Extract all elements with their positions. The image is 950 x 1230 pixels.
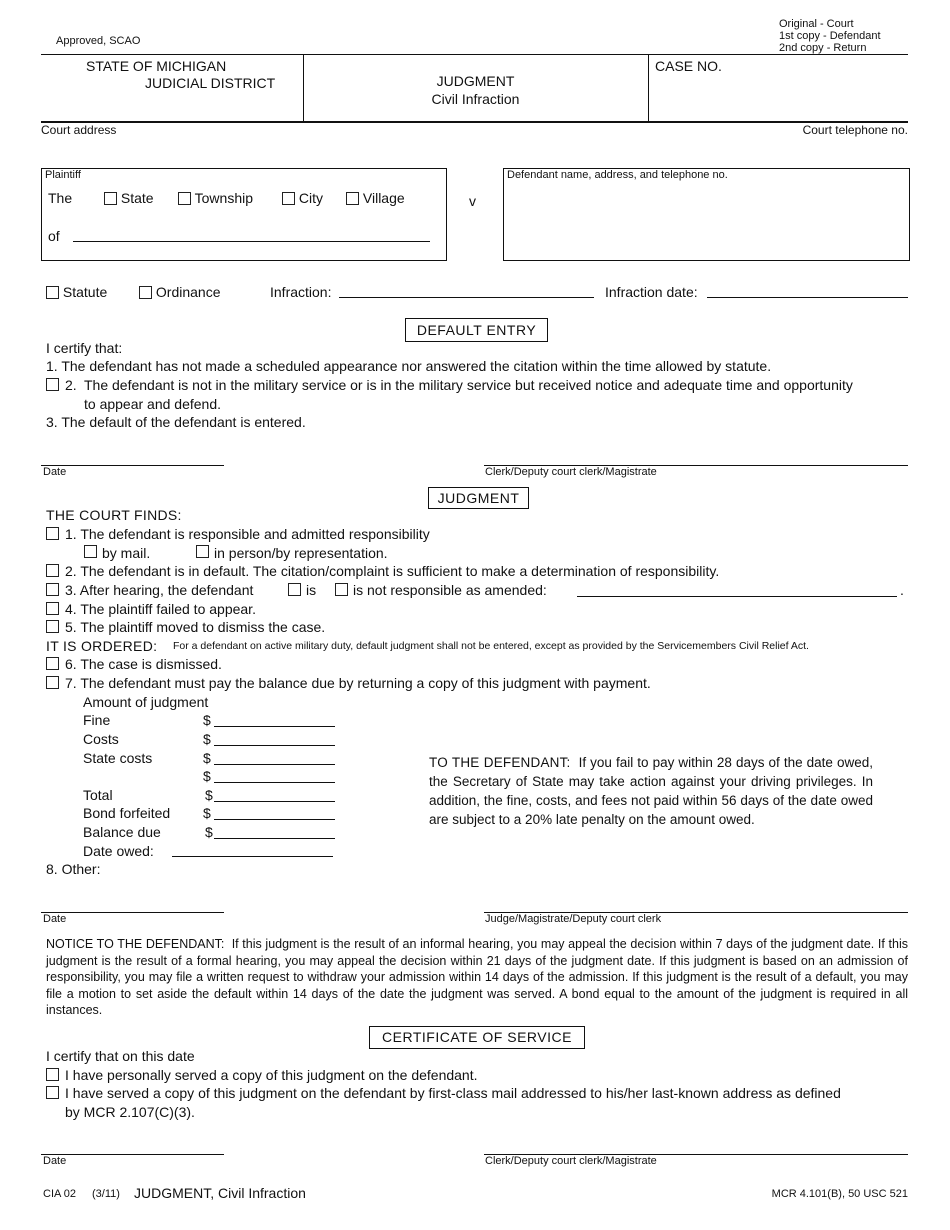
amount-balance-dollar: $: [205, 824, 213, 840]
infraction-label: Infraction:: [270, 284, 332, 300]
form-subtitle: Civil Infraction: [431, 91, 520, 107]
default-item-2-checkbox[interactable]: [46, 378, 59, 391]
certificate-date-line[interactable]: [41, 1154, 224, 1155]
personal-service-text: I have personally served a copy of this judgment on the defendant.: [65, 1067, 478, 1083]
village-checkbox[interactable]: [346, 192, 359, 205]
infraction-field[interactable]: [339, 297, 594, 298]
amount-heading: Amount of judgment: [83, 694, 209, 710]
plaintiff-state-option[interactable]: [104, 190, 154, 206]
amount-state-costs-label: State costs: [83, 750, 153, 766]
court-address-label: Court address: [41, 123, 117, 137]
certificate-date-label: Date: [43, 1155, 67, 1167]
default-date-line[interactable]: [41, 465, 224, 466]
notice-paragraph: [46, 936, 908, 1019]
plaintiff-township-option[interactable]: [178, 190, 253, 206]
finding-2-checkbox[interactable]: [46, 564, 59, 577]
ordinance-checkbox[interactable]: [139, 286, 152, 299]
default-clerk-label: Clerk/Deputy court clerk/Magistrate: [485, 466, 657, 478]
default-certify: I certify that:: [46, 340, 123, 356]
finding-2-text: 2. The defendant is in default. The citation/complaint is sufficient to make a determination of responsibility.: [65, 563, 720, 579]
amount-state-costs-dollar: $: [203, 750, 211, 766]
ordinance-label: Ordinance: [155, 284, 221, 300]
amount-total-label: Total: [83, 787, 113, 803]
personal-service-checkbox[interactable]: [46, 1068, 59, 1081]
mail-service-line1: I have served a copy of this judgment on the defendant by first-class mail addressed to his/her last-known address as defined: [65, 1085, 841, 1101]
date-owed-field[interactable]: [172, 856, 333, 857]
date-owed-label: Date owed:: [83, 843, 154, 859]
is-not-responsible-checkbox[interactable]: [335, 583, 348, 596]
finding-1-text: 1. The defendant is responsible and admitted responsibility: [65, 526, 430, 542]
plaintiff-village-option[interactable]: [346, 190, 405, 206]
finding-1-checkbox[interactable]: [46, 527, 59, 540]
notice-heading: NOTICE TO THE DEFENDANT:: [46, 937, 225, 951]
default-item-2-line2: to appear and defend.: [84, 396, 222, 412]
copy-original: Original - Court: [779, 18, 854, 30]
footer-reference: MCR 4.101(B), 50 USC 521: [771, 1188, 908, 1200]
footer-revision: (3/11): [92, 1188, 120, 1200]
township-checkbox-label: Township: [194, 190, 254, 206]
amount-total-dollar: $: [205, 787, 213, 803]
is-not-responsible-label: is not responsible as amended:: [353, 582, 547, 598]
amended-field[interactable]: [577, 596, 897, 597]
to-defendant-heading: TO THE DEFENDANT:: [429, 755, 571, 770]
amount-costs-field[interactable]: [214, 745, 335, 746]
finding-3-text: 3. After hearing, the defendant: [65, 582, 254, 598]
finding-5-checkbox[interactable]: [46, 620, 59, 633]
city-checkbox-label: City: [298, 190, 324, 206]
mail-service-checkbox[interactable]: [46, 1086, 59, 1099]
amount-costs-dollar: $: [203, 731, 211, 747]
case-no-label: CASE NO.: [655, 58, 722, 74]
judgment-heading: JUDGMENT: [428, 487, 529, 509]
amount-blank-field[interactable]: [214, 782, 335, 783]
order-6-text: 6. The case is dismissed.: [65, 656, 222, 672]
statute-option[interactable]: [46, 284, 107, 300]
amount-bond-label: Bond forfeited: [83, 805, 171, 821]
order-8-text: 8. Other:: [46, 861, 101, 877]
finding-3-checkbox[interactable]: [46, 583, 59, 596]
finding-5-text: 5. The plaintiff moved to dismiss the case.: [65, 619, 326, 635]
judge-signature-label: Judge/Magistrate/Deputy court clerk: [485, 913, 662, 925]
footer-title: JUDGMENT, Civil Infraction: [134, 1185, 306, 1201]
amount-state-costs-field[interactable]: [214, 764, 335, 765]
versus-label: v: [469, 193, 476, 209]
amount-bond-field[interactable]: [214, 819, 335, 820]
order-7-text: 7. The defendant must pay the balance due by returning a copy of this judgment with payment.: [65, 675, 651, 691]
in-person-label: in person/by representation.: [214, 545, 388, 561]
infraction-date-label: Infraction date:: [605, 284, 698, 300]
footer-form-number: CIA 02: [43, 1188, 77, 1200]
plaintiff-box: [41, 168, 447, 261]
village-checkbox-label: Village: [362, 190, 405, 206]
default-item-2-num: 2.: [65, 377, 77, 393]
district-label: JUDICIAL DISTRICT: [145, 75, 276, 91]
amount-costs-label: Costs: [83, 731, 119, 747]
state-checkbox[interactable]: [104, 192, 117, 205]
ordered-label: IT IS ORDERED:: [46, 638, 158, 654]
judgment-date-line[interactable]: [41, 912, 224, 913]
default-date-label: Date: [43, 466, 67, 478]
certificate-heading: CERTIFICATE OF SERVICE: [369, 1026, 585, 1049]
amount-bond-dollar: $: [203, 805, 211, 821]
copy-first: 1st copy - Defendant: [779, 30, 881, 42]
by-mail-label: by mail.: [102, 545, 151, 561]
state-label: STATE OF MICHIGAN: [86, 58, 227, 74]
to-defendant-notice: [429, 753, 873, 829]
is-responsible-checkbox[interactable]: [288, 583, 301, 596]
amount-balance-label: Balance due: [83, 824, 161, 840]
amount-total-field[interactable]: [214, 801, 335, 802]
finding-4-checkbox[interactable]: [46, 602, 59, 615]
judgment-date-label: Date: [43, 913, 67, 925]
header-bottom-rule: [41, 121, 908, 123]
default-item-2-line1: The defendant is not in the military service or is in the military service but received notice and adequate time and opportunity: [84, 377, 853, 393]
plaintiff-label: Plaintiff: [45, 169, 81, 181]
order-7-checkbox[interactable]: [46, 676, 59, 689]
amount-fine-field[interactable]: [214, 726, 335, 727]
mail-service-line2: by MCR 2.107(C)(3).: [65, 1104, 195, 1120]
certificate-clerk-label: Clerk/Deputy court clerk/Magistrate: [485, 1155, 657, 1167]
court-phone-label: Court telephone no.: [802, 123, 908, 137]
default-item-3: 3. The default of the defendant is entered.: [46, 414, 306, 430]
finding-4-text: 4. The plaintiff failed to appear.: [65, 601, 256, 617]
defendant-box[interactable]: [503, 168, 910, 261]
form-title: JUDGMENT: [436, 73, 515, 89]
amount-fine-dollar: $: [203, 712, 211, 728]
ordinance-option[interactable]: [139, 284, 220, 300]
copy-distribution: [779, 18, 881, 54]
amount-balance-field[interactable]: [214, 838, 335, 839]
statute-label: Statute: [62, 284, 108, 300]
certificate-certify: I certify that on this date: [46, 1048, 195, 1064]
ordered-note: For a defendant on active military duty, default judgment shall not be entered, except as provided by the Servicemembers Civil Relief Act.: [173, 640, 809, 652]
amended-period: .: [900, 582, 904, 598]
township-checkbox[interactable]: [178, 192, 191, 205]
in-person-checkbox[interactable]: [196, 545, 209, 558]
plaintiff-of: of: [48, 228, 60, 244]
notice-body: If this judgment is the result of an informal hearing, you may appeal the decision within 7 days of the judgment date. If this judgment is the result of a formal hearing, you may appeal the decision within 21 days of the judgment date. If this judgment is based on an admission of responsibility, you may file a written request to withdraw your admission within 14 days of the admission. If this judgment is the result of a default, you may file a motion to set aside the default within 14 days of the date the judgment was served. A bond equal to the amount of the judgment is required in all instances.: [46, 937, 908, 1017]
amount-blank-dollar: $: [203, 768, 211, 784]
default-item-1: 1. The defendant has not made a scheduled appearance nor answered the citation within the time allowed by statute.: [46, 358, 772, 374]
state-checkbox-label: State: [120, 190, 154, 206]
default-entry-heading: DEFAULT ENTRY: [405, 318, 548, 342]
header-top-rule: [41, 54, 908, 55]
to-defendant-body: If you fail to pay within 28 days of the date owed, the Secretary of State may take action against your driving privileges. In addition, the fine, costs, and fees not paid within 56 days of the date owed are subject to a 20% late penalty on the amount owed.: [429, 755, 873, 827]
plaintiff-of-field[interactable]: [73, 241, 430, 242]
plaintiff-the: The: [48, 190, 73, 206]
is-responsible-label: is: [306, 582, 317, 598]
city-checkbox[interactable]: [282, 192, 295, 205]
by-mail-checkbox[interactable]: [84, 545, 97, 558]
infraction-date-field[interactable]: [707, 297, 908, 298]
amount-fine-label: Fine: [83, 712, 111, 728]
statute-checkbox[interactable]: [46, 286, 59, 299]
defendant-label: Defendant name, address, and telephone no.: [507, 169, 728, 181]
header-divider-2: [648, 54, 649, 122]
approved-text: Approved, SCAO: [56, 35, 141, 47]
order-6-checkbox[interactable]: [46, 657, 59, 670]
court-finds-label: THE COURT FINDS:: [46, 507, 182, 523]
copy-second: 2nd copy - Return: [779, 42, 867, 54]
plaintiff-city-option[interactable]: [282, 190, 323, 206]
